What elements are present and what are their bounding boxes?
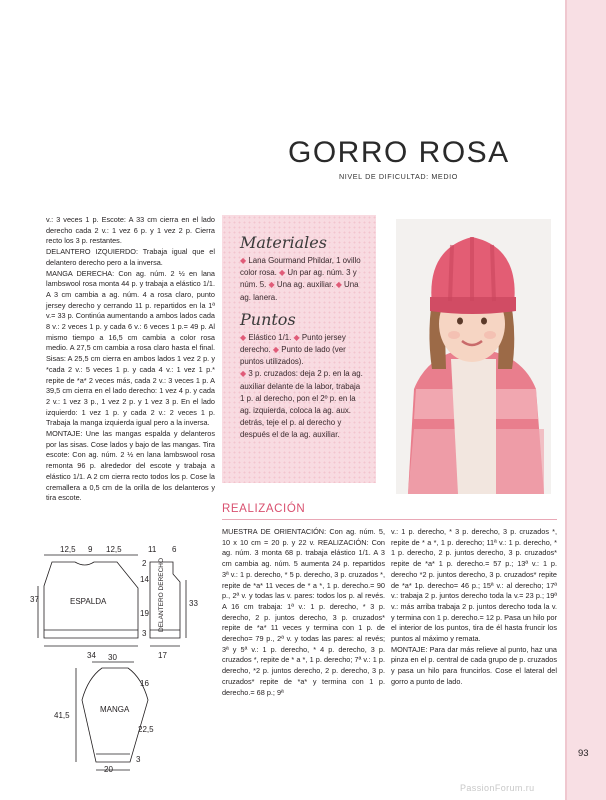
measure-label: 6 <box>172 545 177 554</box>
material-item: Un par ag. núm. 3 y núm. 5. <box>240 268 357 290</box>
point-item: Punto de lado (ver puntos utilizados). <box>240 345 346 367</box>
materials-panel <box>222 215 376 483</box>
point-item: 3 p. cruzados: deja 2 p. en la ag. auxiliar delante de la labor, trabaja 1 p. al derecho, pon el 2º p. en la ag. izquierda, coloca la ag. aux. detrás, teje el p. al derecho y después el de la ag. auxiliar. <box>240 369 363 440</box>
page-number: 93 <box>578 748 589 759</box>
watermark: PassionForum.ru <box>460 783 535 793</box>
section-title-realizacion: REALIZACIÓN <box>222 503 306 515</box>
manga-outline <box>82 668 148 762</box>
measure-label: 22,5 <box>138 725 154 734</box>
child-illustration <box>396 219 551 494</box>
measure-label: 34 <box>87 651 96 660</box>
bullet-icon: ◆ <box>268 280 275 290</box>
point-item: Punto jersey derecho. <box>240 332 346 355</box>
material-item: Una ag. lanera. <box>240 280 359 302</box>
bullet-icon: ◆ <box>335 280 342 290</box>
material-item: Una ag. auxiliar. <box>276 280 334 290</box>
points-heading: Puntos <box>240 309 296 329</box>
measure-label: 17 <box>158 651 167 660</box>
delantero-outline <box>150 562 180 638</box>
measure-label: 30 <box>108 653 117 662</box>
measure-label: 2 <box>142 559 147 568</box>
measure-label: 41,5 <box>54 711 70 720</box>
bullet-icon: ◆ <box>240 332 247 342</box>
child-photo <box>396 219 551 494</box>
measure-label: 3 <box>136 755 141 764</box>
measure-label: 19 <box>140 609 149 618</box>
measure-label: 16 <box>140 679 149 688</box>
bullet-icon: ◆ <box>272 345 280 355</box>
measure-label: 11 <box>148 545 157 554</box>
page-title: GORRO ROSA <box>288 136 510 169</box>
paragraph-escote: v.: 3 veces 1 p. Escote: A 33 cm cierra en el lado derecho cada 2 v.: 1 vez 6 p. y 1 vez 2 p. Cierra recto los 3 p. restantes. <box>46 215 215 246</box>
material-item: Lana Gourmand Phildar, 1 ovillo color rosa. <box>240 256 361 278</box>
measure-label: 12,5 <box>60 545 76 554</box>
section-divider <box>222 519 557 520</box>
paragraph-realizacion-cont: v.: 1 p. derecho, * 3 p. derecho, 3 p. cruzados *, repite de * a *, 1 p. derecho; 11ª v.: 1 p. derecho, * 1 p. derecho, 2 p. juntos derecho, 3 p. cruzados* repite de *a* 1 p. derecho.= 57 p.; 13ª v.: 1 p. derecho *2 p. juntos derecho, 3 p. cruzados* repite de *a* 1p. derecho= 46 p.; 15ª v.: al derecho; 17ª v.: trabaja 2 p. juntos derecho toda la v.= 23 p.; 19ª v.: más arriba trabaja 2 p. juntos derecho toda la v. y termina con 1 p. derecho.= 12 p. Pasa un hilo por el interior de los puntos, tira de él hasta fruncir los puntos al máximo y remata. <box>391 527 557 644</box>
difficulty-label: NIVEL DE DIFICULTAD: MEDIO <box>339 172 458 181</box>
measure-label: 14 <box>140 575 149 584</box>
manga-label: MANGA <box>100 705 130 714</box>
side-band <box>567 0 606 800</box>
bullet-icon: ◆ <box>293 332 300 342</box>
measure-label: 37 <box>30 595 39 604</box>
bullet-icon: ◆ <box>279 268 286 278</box>
measure-label: 12,5 <box>106 545 122 554</box>
bullet-icon: ◆ <box>240 369 247 379</box>
side-band-edge <box>565 0 567 800</box>
text-column-right <box>391 527 557 688</box>
pattern-diagram <box>30 540 210 776</box>
materials-heading: Materiales <box>240 233 327 252</box>
paragraph-montaje: MONTAJE: Une las mangas espalda y delanteros por las sisas. Cose lados y bajo de las mangas. Tira escote: Con ag. núm. 2 ½ en lana lambswool rosa remonta 96 p. alrededor del escote y trabaja a elástico 1/1. A 2 cm cierra recto todos los p. Cose la cremallera a 0,5 cm de la orilla de los delanteros y tira escote. <box>46 429 215 503</box>
measure-label: 20 <box>104 765 113 774</box>
paragraph-delantero-izquierdo: DELANTERO IZQUIERDO: Trabaja igual que el delantero derecho pero a la inversa. <box>46 247 215 267</box>
measure-label: 3 <box>142 629 147 638</box>
text-column-left <box>46 215 215 504</box>
materials-list <box>240 255 364 304</box>
delantero-label: DELANTERO DERECHO <box>158 557 165 632</box>
paragraph-realizacion: MUESTRA DE ORIENTACIÓN: Con ag. núm. 5, 10 x 10 cm = 20 p. y 22 v. REALIZACIÓN: Con ag. núm. 3 monta 68 p. trabaja elástico 1/1. A 3 cm cambia ag. núm. 5 aumenta 24 p. repartidos 3ª v.: 1 p. derecho, * 5 p. derecho, 3 p. cruzados *, repite de *a* 11 veces de * a *, 1 p. derecho.= 90 p., 2ª v. y todas las v. pares: todos los p. al revés. A 16 cm trabaja: 1ª v.: 1 p. derecho, * 3 p. derecho, 2 p. juntos derecho, 3 p. cruzados* repite de *a* 11 veces y termina con 1 p. de derecho= 79 p., 2ª v. y todas las pares: al revés; 3ª y 5ª v.: 1 p. derecho, * 4 p. derecho, 3 p. cruzados *, repite de * a *, 1 p. derecho; 7ª v.: 1 p. derecho, *2 p. juntos derecho, 2 p. derecho, 3 p. cruzados* repite de *a* y termina con 1 p. derecho.= 68 p.; 9ª <box>222 527 385 697</box>
measure-label: 33 <box>189 599 198 608</box>
text-column-middle <box>222 527 385 698</box>
paragraph-montaje-gorro: MONTAJE: Para dar más relieve al punto, haz una pinza en el p. central de cada grupo de p. cruzados y pasa un hilo para fruncirlos. Cose el lateral del gorro a punto de lado. <box>391 644 557 686</box>
bullet-icon: ◆ <box>240 256 247 265</box>
point-item: Elástico 1/1. <box>248 332 292 342</box>
espalda-label: ESPALDA <box>70 597 107 606</box>
paragraph-manga-derecha: MANGA DERECHA: Con ag. núm. 2 ½ en lana lambswool rosa monta 44 p. y trabaja a elástico 1/1. A 3 cm cambia a ag. núm. 4 a rosa claro, punto jersey derecho y cerrando 11 p. repartidos en la 1ª v.= 33 p. Continúa aumentando a ambos lados cada 8 v.: 2 veces 1 p. y cada 6 v.: 6 veces 1 p.= 49 p. Al mismo tiempo a 16,5 cm cambia a color rosa medio. A 27,5 cm cambia a rosa claro hasta el final. Sisas: A 25,5 cm cierra en ambos lados 1 vez 2 p. y *cada 2 v.: 5 veces 1 p. y cada 4 v.: 1 vez 1 p.* repite de *a* 2 veces más, cada 2 v.: 3 veces 1 p. A 39,5 cm cierra en el lado derecho: 1 vez 4 p. y cada 2 v.: 1 vez 3 p., 1 vez 2 p. y 1 vez 3 p. En el lado izquierdo: 1 vez 1 p. y cada 2 v.: 2 veces 1 p. Trabaja la manga izquierda igual pero a la inversa. <box>46 268 215 428</box>
points-list <box>240 332 364 442</box>
measure-label: 9 <box>88 545 93 554</box>
